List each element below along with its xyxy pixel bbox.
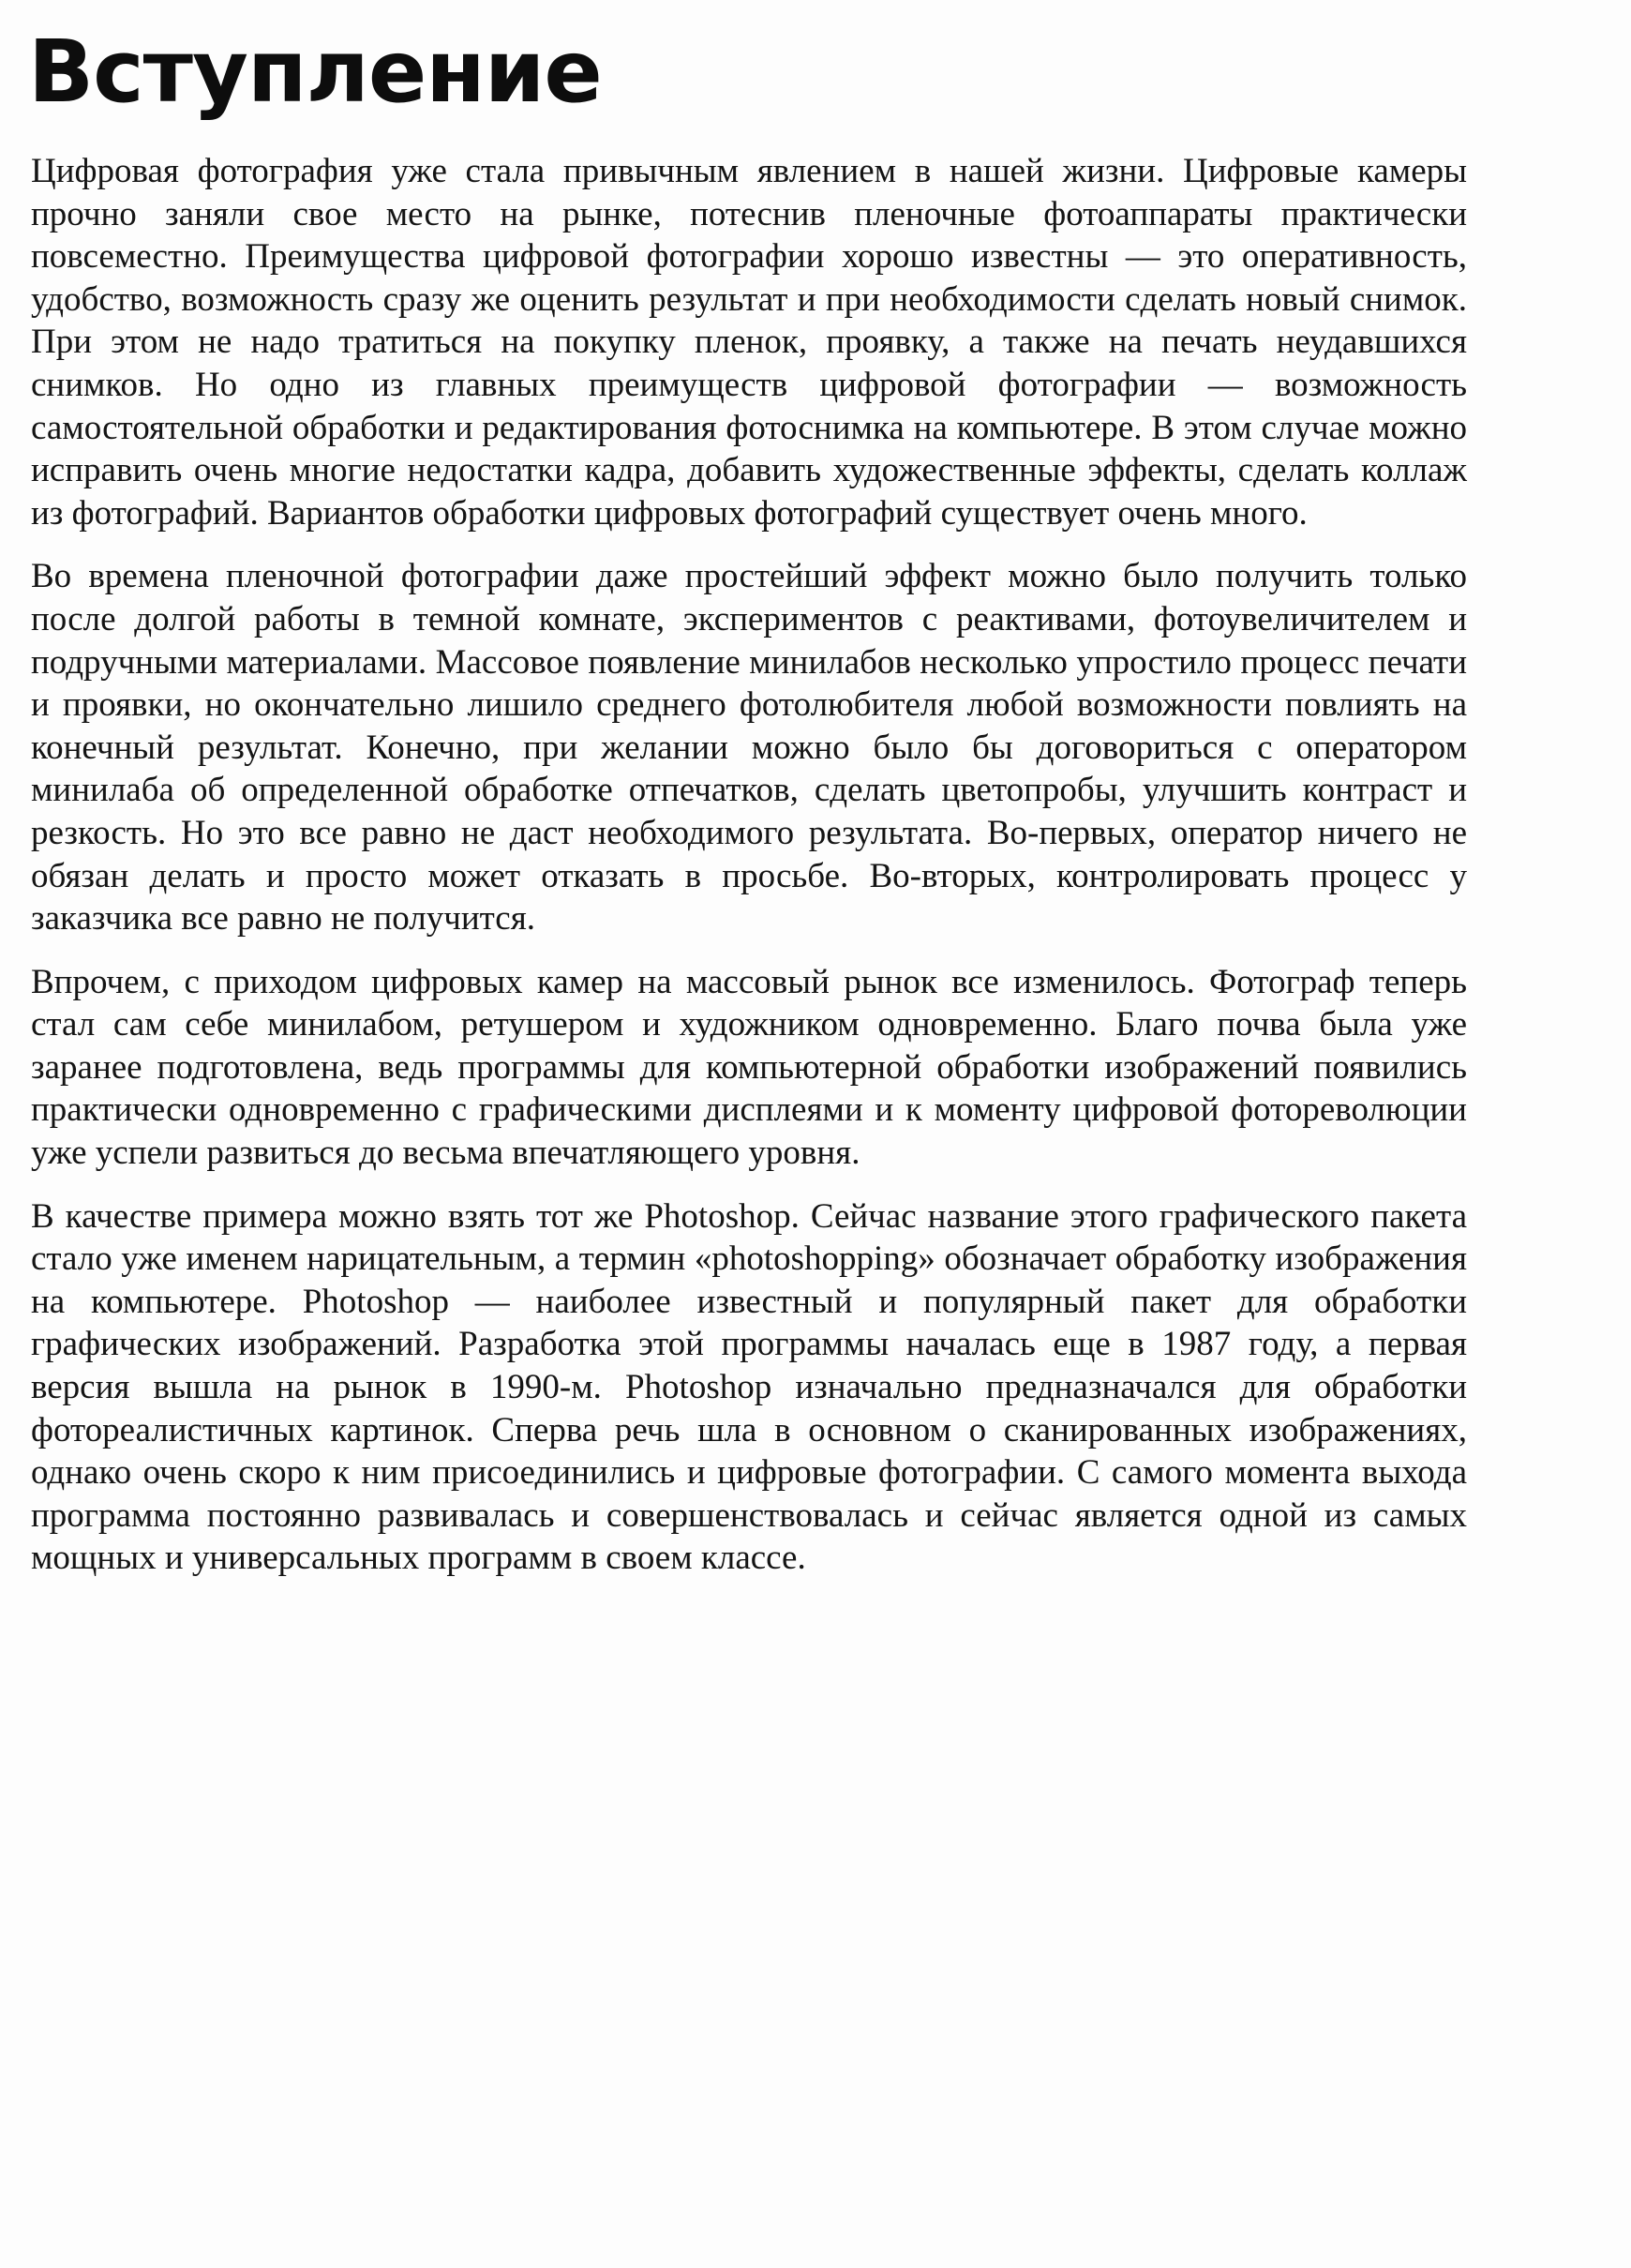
paragraph-4: В качестве примера можно взять тот же Photoshop. Сейчас название этого графического пакета стало уже именем нарицательным, а термин «photoshopping» обозначает обработку изображения на компьютере. Photoshop — наиболее известный и популярный пакет для обработки графических изображений. Разработка этой программы началась еще в 1987 году, а первая версия вышла на рынок в 1990-м. Photoshop изначально предназначался для обработки фотореалистичных картинок. Сперва речь шла в основном о сканированных изображениях, однако очень скоро к ним присоединились и цифровые фотографии. С самого момента выхода программа постоянно развивалась и совершенствовалась и сейчас является одной из самых мощных и универсальных программ в своем классе. [31, 1196, 1467, 1578]
paragraph-1: Цифровая фотография уже стала привычным явлением в нашей жизни. Цифровые камеры прочно заняли свое место на рынке, потеснив пленочные фотоаппараты практически повсеместно. Преимущества цифровой фотографии хорошо известны — это оперативность, удобство, возможность сразу же оценить результат и при необходимости сделать новый снимок. При этом не надо тратиться на покупку пленок, проявку, а также на печать неудавшихся снимков. Но одно из главных преимуществ цифровой фотографии — возможность самостоятельной обработки и редактирования фотоснимка на компьютере. В этом случае можно исправить очень многие недостатки кадра, добавить художественные эффекты, сделать коллаж из фотографий. Вариантов обработки цифровых фотографий существует очень много. [31, 152, 1467, 533]
paragraph-2: Во времена пленочной фотографии даже простейший эффект можно было получить только после долгой работы в темной комнате, экспериментов с реактивами, фотоувеличителем и подручными материалами. Массовое появление минилабов несколько упростило процесс печати и проявки, но окончательно лишило среднего фотолюбителя любой возможности повлиять на конечный результат. Конечно, при желании можно было бы договориться с оператором минилаба об определенной обработке отпечатков, сделать цветопробы, улучшить контраст и резкость. Но это все равно не даст необходимого результата. Во-первых, оператор ничего не обязан делать и просто может отказать в просьбе. Во-вторых, контролировать процесс у заказчика все равно не получится. [31, 557, 1467, 939]
body-text [31, 150, 1467, 1600]
paragraph-3: Впрочем, с приходом цифровых камер на массовый рынок все изменилось. Фотограф теперь стал сам себе минилабом, ретушером и художником одновременно. Благо почва была уже заранее подготовлена, ведь программы для компьютерной обработки изображений появились практически одновременно с графическими дисплеями и к моменту цифровой фотореволюции уже успели развиться до весьма впечатляющего уровня. [31, 962, 1467, 1173]
page-title: Вступление [28, 22, 602, 122]
